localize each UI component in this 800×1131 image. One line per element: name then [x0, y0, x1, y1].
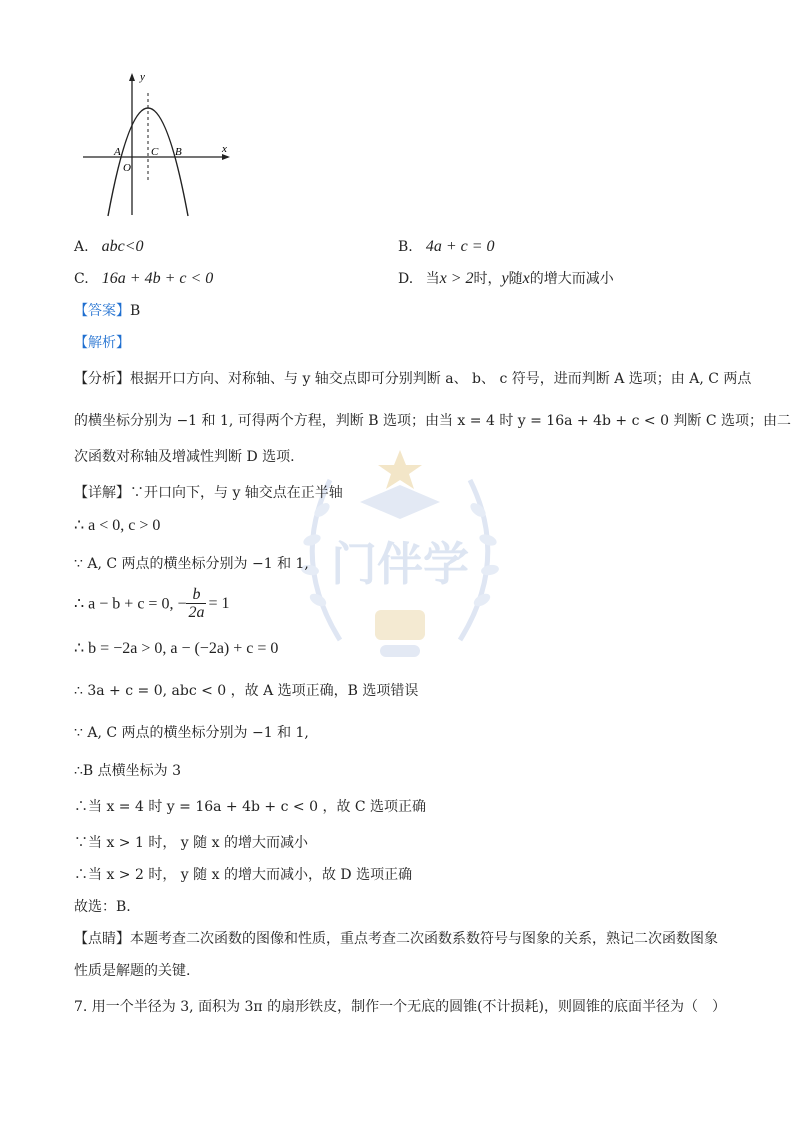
answer-tag: 【答案】 [74, 303, 130, 319]
detail-line-10: ∵当 x > 1 时， y 随 x 的增大而减小 [74, 835, 308, 851]
option-b-text: 4a + c = 0 [425, 238, 495, 255]
detail-line-5: ∴ b = −2a > 0, a − (−2a) + c = 0 [74, 640, 279, 657]
detail-line-12: 故选：B. [74, 899, 131, 915]
dianjing-line-2: 性质是解题的关键. [74, 963, 191, 979]
dianjing-line-1: 【点睛】本题考查二次函数的图像和性质，重点考查二次函数系数符号与图象的关系，熟记二次函数图象 [74, 931, 718, 947]
answer-value: B [130, 303, 141, 319]
parabola-graph [80, 70, 240, 220]
point-o-label: O [123, 162, 131, 174]
question-7: 7. 用一个半径为 3, 面积为 3π 的扇形铁皮，制作一个无底的圆锥(不计损耗)，则圆锥的底面半径为（ ） [74, 999, 726, 1015]
x-axis-label: x [222, 143, 227, 155]
y-axis-label: y [140, 71, 145, 83]
point-a-label: A [114, 146, 121, 158]
fenxi-line-1: 【分析】根据开口方向、对称轴、与 y 轴交点即可分别判断 a、 b、 c 符号，进而判断 A 选项；由 A, C 两点 [74, 371, 752, 387]
analysis-tag: 【解析】 [74, 335, 130, 351]
detail-line-2: ∴ a < 0, c > 0 [74, 517, 161, 534]
option-c[interactable]: C. 16a + 4b + c < 0 [74, 270, 214, 287]
watermark-logo [270, 440, 530, 680]
option-a[interactable]: A. abc<0 [74, 238, 144, 255]
fenxi-line-3: 次函数对称轴及增减性判断 D 选项. [74, 449, 295, 465]
point-c-label: C [151, 146, 159, 158]
point-b-label: B [175, 146, 182, 158]
fraction-b-over-2a: $\frac{b}{2a}$ [188, 586, 205, 621]
detail-line-7: ∵ A, C 两点的横坐标分别为 −1 和 1, [74, 725, 309, 741]
detail-line-4: ∴ a − b + c = 0, − $\frac{b}{2a}$ = 1 [74, 586, 230, 621]
detail-line-1: 【详解】∵开口向下，与 y 轴交点在正半轴 [74, 485, 343, 501]
option-b[interactable]: B. 4a + c = 0 [398, 238, 495, 255]
detail-line-11: ∴当 x > 2 时， y 随 x 的增大而减小，故 D 选项正确 [74, 867, 413, 883]
answer-line [74, 300, 140, 320]
fenxi-line-2: 的横坐标分别为 −1 和 1, 可得两个方程，判断 B 选项；由当 x = 4 时 y = 16a + 4b + c < 0 判断 C 选项；由二 [74, 413, 792, 429]
option-a-text: abc<0 [101, 238, 144, 255]
detail-line-9: ∴当 x = 4 时 y = 16a + 4b + c < 0 ，故 C 选项正确 [74, 799, 427, 815]
watermark-brand: 门伴学 [331, 537, 469, 591]
detail-line-6: ∴ 3a + c = 0, abc < 0 ，故 A 选项正确，B 选项错误 [74, 683, 419, 699]
option-c-text: 16a + 4b + c < 0 [101, 270, 214, 287]
detail-line-8: ∴B 点横坐标为 3 [74, 763, 182, 779]
detail-line-3: ∵ A, C 两点的横坐标分别为 −1 和 1, [74, 556, 309, 572]
option-d[interactable]: D. 当x > 2时，y随x的增大而减小 [398, 270, 614, 287]
